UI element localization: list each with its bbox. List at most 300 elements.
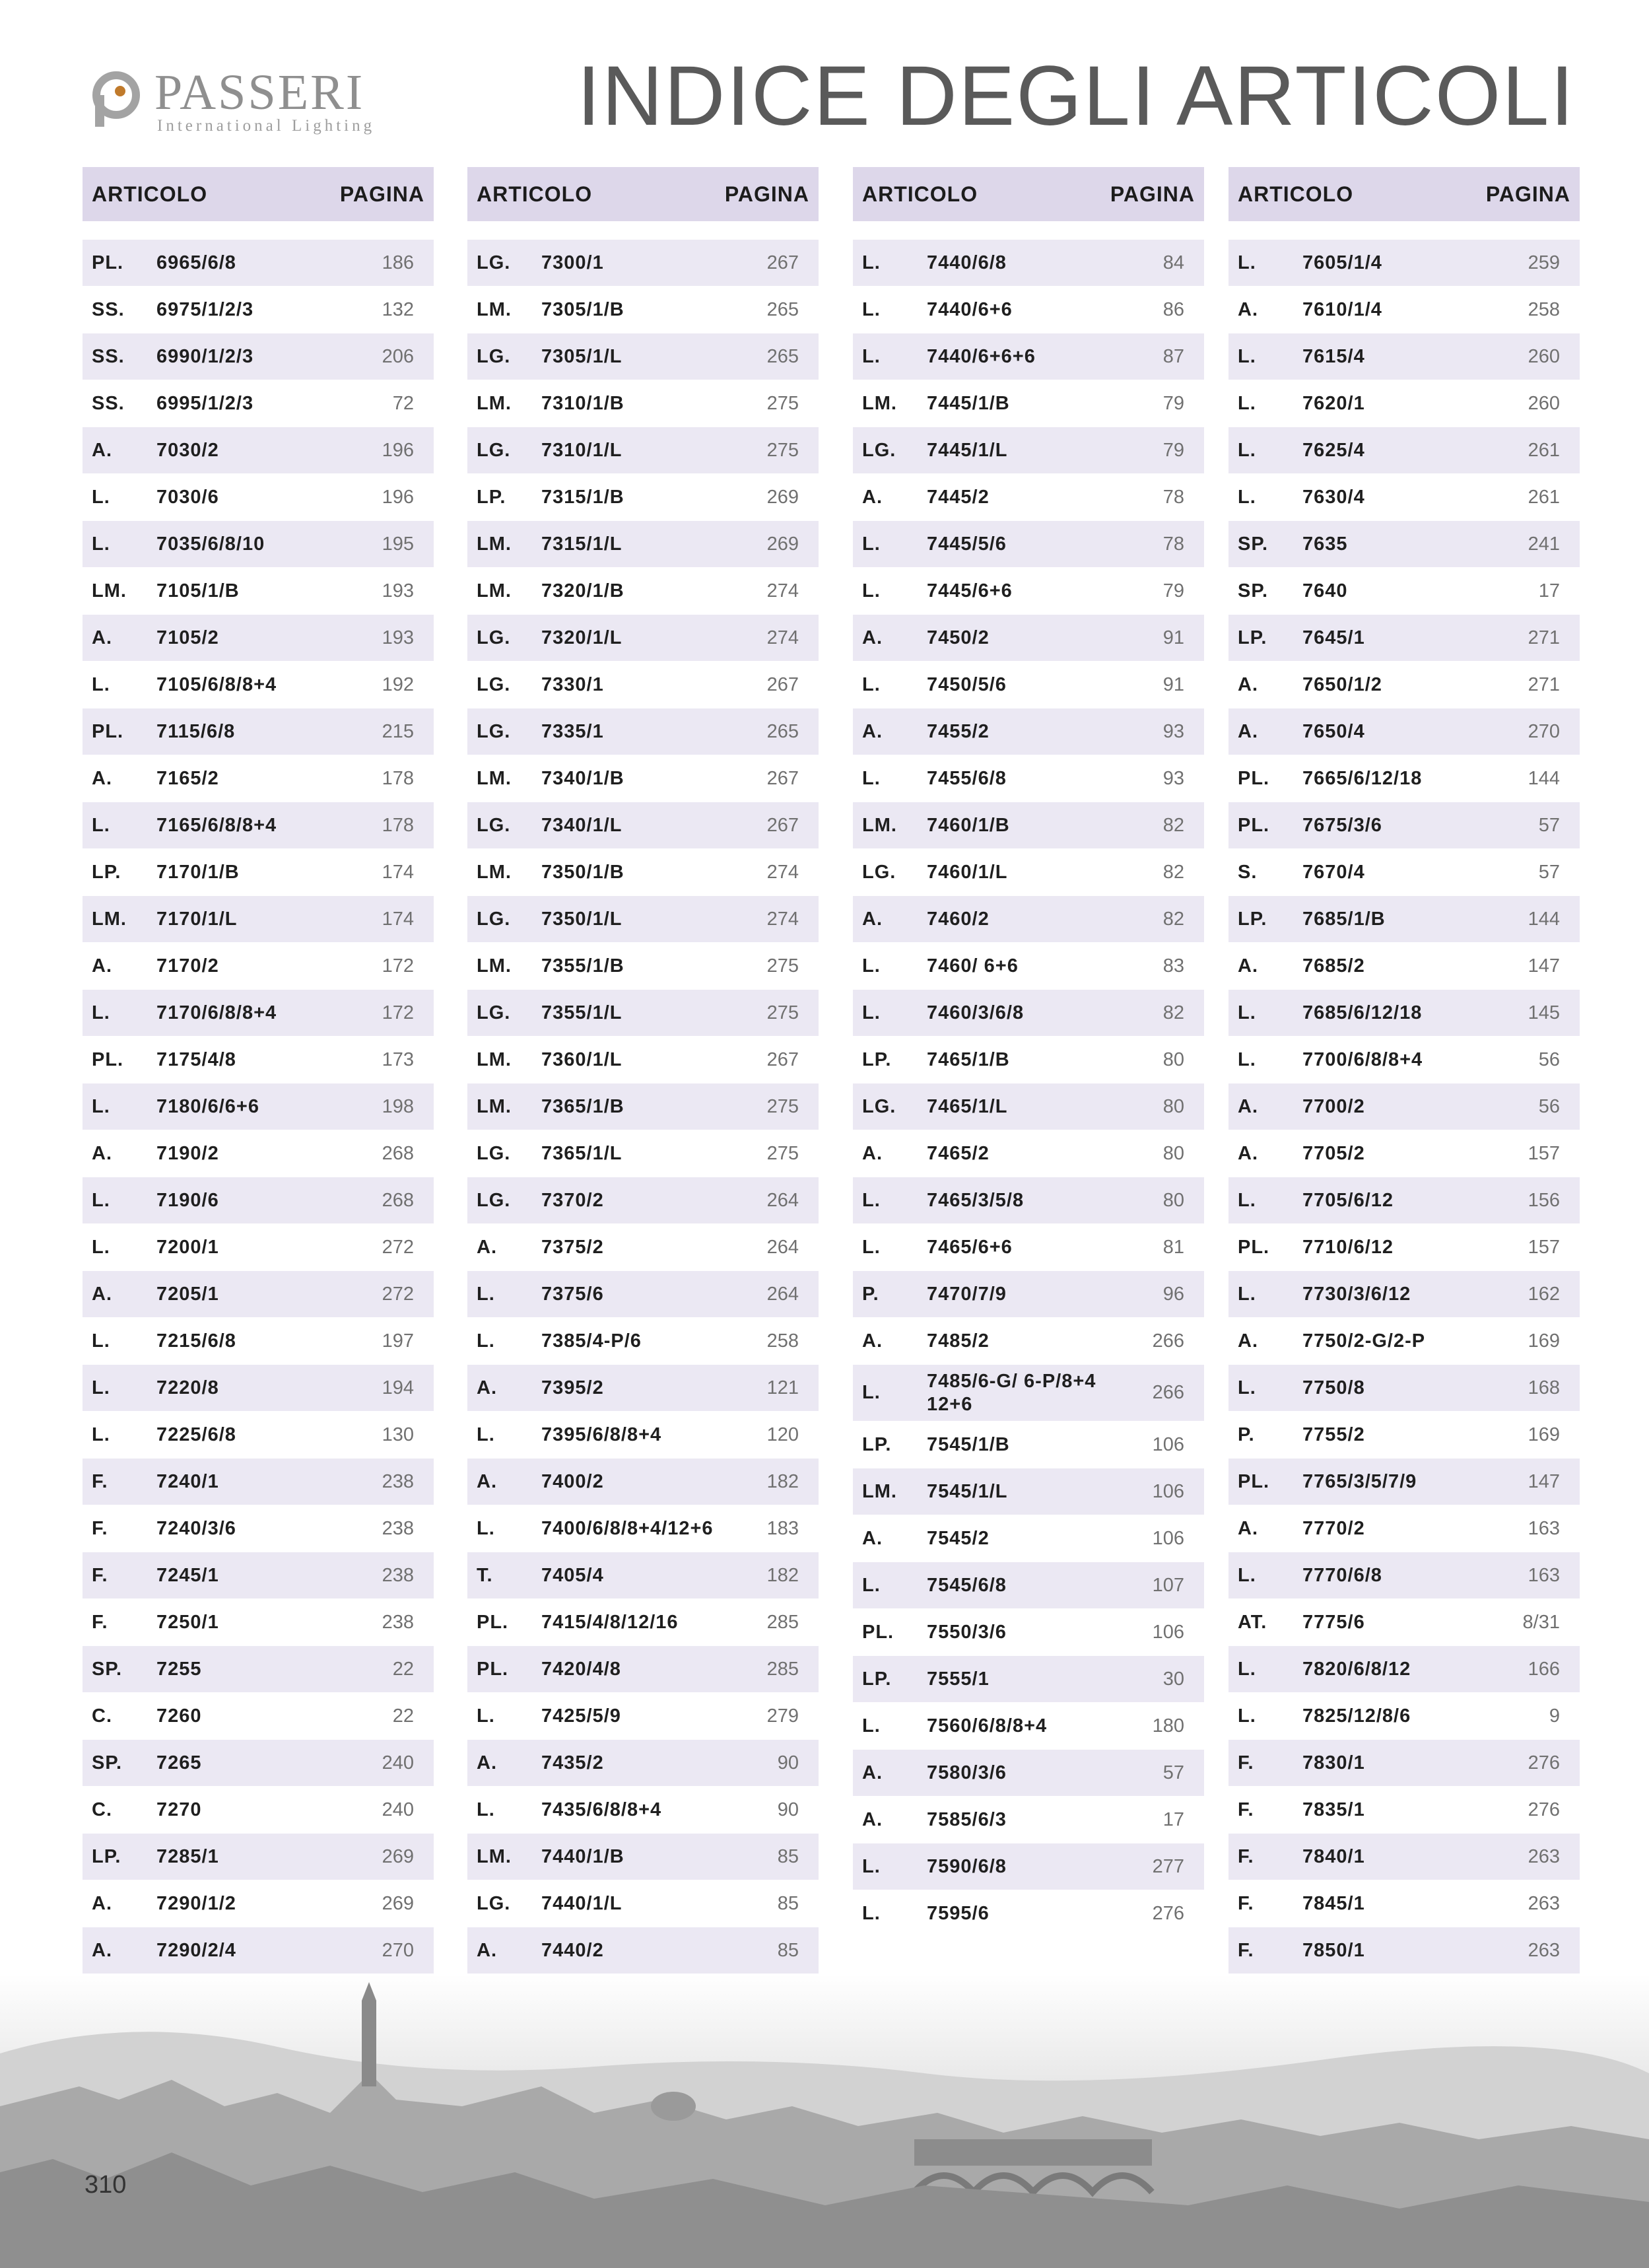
item-code: 7440/2 (541, 1939, 604, 1961)
item-page: 57 (1538, 861, 1560, 883)
item-code: 7335/1 (541, 720, 604, 742)
item-page: 169 (1528, 1330, 1560, 1352)
item-page: 264 (766, 1189, 799, 1211)
item-page: 270 (382, 1939, 414, 1961)
index-row (853, 1177, 1204, 1224)
item-category: A. (1238, 1142, 1258, 1164)
item-page: 259 (1528, 252, 1560, 273)
index-row (467, 1552, 819, 1599)
item-page: 238 (382, 1470, 414, 1492)
item-page: 267 (766, 814, 799, 836)
item-category: A. (477, 1377, 497, 1398)
index-row (83, 1740, 434, 1787)
index-row (853, 896, 1204, 943)
item-code: 7470/7/9 (927, 1283, 1007, 1305)
item-page: 178 (382, 767, 414, 789)
index-row (1228, 1318, 1580, 1365)
item-category: LM. (477, 580, 512, 601)
item-code: 7400/2 (541, 1470, 604, 1492)
item-code: 7610/1/4 (1302, 298, 1382, 320)
item-page: 22 (392, 1658, 414, 1680)
item-code: 7700/2 (1302, 1095, 1365, 1117)
item-code: 7580/3/6 (927, 1762, 1007, 1783)
item-category: L. (862, 673, 881, 695)
item-page: 85 (777, 1939, 799, 1961)
item-page: 263 (1528, 1892, 1560, 1914)
item-page: 120 (766, 1424, 799, 1445)
index-row (83, 755, 434, 802)
item-page: 276 (1528, 1799, 1560, 1820)
header-articolo: ARTICOLO (477, 182, 593, 206)
item-code: 7260 (156, 1705, 202, 1727)
item-page: 178 (382, 814, 414, 836)
item-category: LM. (862, 814, 897, 836)
index-row (1228, 943, 1580, 990)
item-code: 7240/3/6 (156, 1517, 236, 1539)
item-category: A. (862, 1527, 883, 1549)
item-category: LP. (1238, 627, 1267, 648)
index-row (853, 849, 1204, 896)
item-category: LG. (862, 439, 896, 461)
item-category: L. (862, 533, 881, 555)
item-category: LG. (862, 1095, 896, 1117)
item-category: L. (862, 580, 881, 601)
index-row (853, 427, 1204, 474)
index-row (467, 1318, 819, 1365)
column-header (1228, 167, 1580, 221)
index-row (1228, 521, 1580, 568)
item-code: 7445/5/6 (927, 533, 1007, 555)
item-category: A. (862, 720, 883, 742)
item-code: 7415/4/8/12/16 (541, 1611, 679, 1633)
item-page: 163 (1528, 1564, 1560, 1586)
item-code: 7650/4 (1302, 720, 1365, 742)
item-page: 78 (1162, 486, 1184, 508)
index-row (853, 943, 1204, 990)
item-category: L. (862, 1574, 881, 1596)
item-category: LM. (92, 580, 127, 601)
item-page: 276 (1528, 1752, 1560, 1773)
item-category: LG. (862, 861, 896, 883)
item-category: L. (477, 1799, 495, 1820)
item-page: 168 (1528, 1377, 1560, 1398)
item-code: 7330/1 (541, 673, 604, 695)
brand-logo (86, 63, 403, 136)
index-row (1228, 615, 1580, 662)
item-category: A. (862, 1808, 883, 1830)
item-category: L. (862, 1189, 881, 1211)
index-row (83, 427, 434, 474)
item-code: 7340/1/L (541, 814, 623, 836)
item-page: 198 (382, 1095, 414, 1117)
item-code: 7825/12/8/6 (1302, 1705, 1411, 1727)
item-category: PL. (92, 252, 124, 273)
passeri-logo-mark-icon (86, 69, 147, 129)
item-page: 90 (777, 1799, 799, 1820)
index-row (83, 568, 434, 615)
index-row (1228, 474, 1580, 521)
index-row (853, 1224, 1204, 1271)
item-category: PL. (1238, 1470, 1270, 1492)
index-row (467, 896, 819, 943)
index-row (467, 1787, 819, 1834)
header-pagina: PAGINA (1110, 182, 1195, 206)
item-category: L. (862, 955, 881, 977)
item-code: 7315/1/B (541, 486, 624, 508)
item-category: A. (862, 627, 883, 648)
index-row (1228, 380, 1580, 427)
item-code: 7440/6+6 (927, 298, 1013, 320)
item-page: 57 (1538, 814, 1560, 836)
item-page: 82 (1162, 1002, 1184, 1023)
item-category: PL. (92, 720, 124, 742)
item-code: 7710/6/12 (1302, 1236, 1394, 1258)
item-page: 275 (766, 392, 799, 414)
item-code: 6995/1/2/3 (156, 392, 254, 414)
item-category: L. (477, 1283, 495, 1305)
item-page: 85 (777, 1845, 799, 1867)
item-page: 277 (1152, 1855, 1184, 1877)
item-page: 132 (382, 298, 414, 320)
item-category: A. (862, 908, 883, 930)
item-code: 7560/6/8/8+4 (927, 1715, 1048, 1736)
item-code: 7205/1 (156, 1283, 219, 1305)
item-category: F. (92, 1470, 108, 1492)
item-code: 7670/4 (1302, 861, 1365, 883)
item-code: 7420/4/8 (541, 1658, 621, 1680)
index-row (467, 287, 819, 333)
index-row (83, 1177, 434, 1224)
index-row (83, 708, 434, 755)
item-code: 7630/4 (1302, 486, 1365, 508)
index-row (83, 287, 434, 333)
item-category: SS. (92, 345, 125, 367)
item-category: L. (92, 1002, 110, 1023)
item-page: 192 (382, 673, 414, 695)
item-category: PL. (477, 1611, 509, 1633)
item-code: 7030/6 (156, 486, 219, 508)
index-row (853, 1656, 1204, 1703)
item-code: 7545/2 (927, 1527, 990, 1549)
item-code: 7265 (156, 1752, 202, 1773)
item-category: PL. (477, 1658, 509, 1680)
index-row (467, 1037, 819, 1083)
item-category: L. (862, 1715, 881, 1736)
item-page: 81 (1162, 1236, 1184, 1258)
item-code: 7835/1 (1302, 1799, 1365, 1820)
index-row (467, 1459, 819, 1505)
item-code: 7315/1/L (541, 533, 623, 555)
item-code: 7650/1/2 (1302, 673, 1382, 695)
index-row (467, 1365, 819, 1412)
index-row (83, 1599, 434, 1646)
item-page: 264 (766, 1283, 799, 1305)
item-page: 147 (1528, 1470, 1560, 1492)
item-code: 7465/3/5/8 (927, 1189, 1025, 1211)
item-category: L. (92, 486, 110, 508)
index-row (83, 1318, 434, 1365)
item-category: L. (862, 1002, 881, 1023)
index-row (1228, 1834, 1580, 1880)
index-row (467, 1693, 819, 1740)
item-code: 7450/5/6 (927, 673, 1007, 695)
item-code: 7750/8 (1302, 1377, 1365, 1398)
item-code: 7320/1/L (541, 627, 623, 648)
index-row (83, 1552, 434, 1599)
item-code: 7645/1 (1302, 627, 1365, 648)
item-code: 7300/1 (541, 252, 604, 273)
index-row (853, 568, 1204, 615)
item-code: 7285/1 (156, 1845, 219, 1867)
index-row (1228, 1412, 1580, 1459)
item-page: 147 (1528, 955, 1560, 977)
index-row (1228, 1787, 1580, 1834)
index-row (83, 1037, 434, 1083)
item-category: A. (1238, 298, 1258, 320)
index-row (83, 1927, 434, 1974)
index-row (467, 943, 819, 990)
item-category: F. (92, 1517, 108, 1539)
item-page: 258 (1528, 298, 1560, 320)
item-category: SS. (92, 298, 125, 320)
index-row (467, 1224, 819, 1271)
item-page: 163 (1528, 1517, 1560, 1539)
item-page: 265 (766, 720, 799, 742)
item-code: 7640 (1302, 580, 1348, 601)
item-page: 196 (382, 439, 414, 461)
item-page: 86 (1162, 298, 1184, 320)
item-category: A. (92, 767, 112, 789)
item-code: 7170/6/8/8+4 (156, 1002, 277, 1023)
item-page: 279 (766, 1705, 799, 1727)
item-code: 7170/2 (156, 955, 219, 977)
item-code: 7165/6/8/8+4 (156, 814, 277, 836)
item-page: 275 (766, 955, 799, 977)
item-code: 7030/2 (156, 439, 219, 461)
item-category: A. (477, 1752, 497, 1773)
item-category: L. (477, 1705, 495, 1727)
item-code: 7370/2 (541, 1189, 604, 1211)
item-page: 22 (392, 1705, 414, 1727)
item-category: SP. (92, 1658, 123, 1680)
index-row (467, 1880, 819, 1927)
item-page: 156 (1528, 1189, 1560, 1211)
item-page: 82 (1162, 814, 1184, 836)
item-code: 7105/2 (156, 627, 219, 648)
item-category: LM. (477, 861, 512, 883)
item-page: 275 (766, 1002, 799, 1023)
item-code: 7405/4 (541, 1564, 604, 1586)
item-category: L. (92, 1377, 110, 1398)
item-page: 130 (382, 1424, 414, 1445)
item-code: 7270 (156, 1799, 202, 1820)
index-row (853, 1365, 1204, 1422)
item-code: 7375/6 (541, 1283, 604, 1305)
item-page: 72 (392, 392, 414, 414)
index-row (853, 1890, 1204, 1937)
item-category: LG. (477, 1189, 511, 1211)
index-row (853, 990, 1204, 1037)
column-header (853, 167, 1204, 221)
item-code: 7365/1/B (541, 1095, 624, 1117)
item-code: 7200/1 (156, 1236, 219, 1258)
item-code: 7435/2 (541, 1752, 604, 1773)
item-category: L. (92, 1189, 110, 1211)
item-page: 157 (1528, 1236, 1560, 1258)
index-row (467, 1412, 819, 1459)
item-code: 7685/1/B (1302, 908, 1386, 930)
item-code: 7355/1/L (541, 1002, 623, 1023)
index-row (467, 333, 819, 380)
index-row (1228, 849, 1580, 896)
item-page: 56 (1538, 1095, 1560, 1117)
item-category: F. (92, 1564, 108, 1586)
item-page: 269 (382, 1845, 414, 1867)
item-category: A. (92, 1283, 112, 1305)
item-category: PL. (1238, 767, 1270, 789)
index-row (1228, 1927, 1580, 1974)
item-category: LG. (477, 673, 511, 695)
index-row (853, 333, 1204, 380)
item-category: L. (477, 1330, 495, 1352)
item-category: A. (1238, 673, 1258, 695)
item-category: L. (92, 1095, 110, 1117)
item-category: LG. (477, 1142, 511, 1164)
brand-name: PASSERI (154, 65, 365, 120)
item-page: 268 (382, 1189, 414, 1211)
brand-tagline: International Lighting (157, 117, 376, 135)
item-page: 240 (382, 1799, 414, 1820)
item-category: F. (1238, 1939, 1254, 1961)
index-row (1228, 1365, 1580, 1412)
item-page: 238 (382, 1564, 414, 1586)
item-code: 7450/2 (927, 627, 990, 648)
index-row (853, 1843, 1204, 1890)
item-category: L. (477, 1517, 495, 1539)
index-row (467, 474, 819, 521)
index-row (1228, 662, 1580, 708)
item-category: LP. (92, 1845, 121, 1867)
index-row (853, 1750, 1204, 1797)
item-page: 261 (1528, 486, 1560, 508)
item-page: 107 (1152, 1574, 1184, 1596)
item-code: 7445/1/B (927, 392, 1010, 414)
item-code: 7445/1/L (927, 439, 1008, 461)
header-articolo: ARTICOLO (92, 182, 208, 206)
item-code: 7215/6/8 (156, 1330, 236, 1352)
item-category: LM. (477, 767, 512, 789)
item-category: A. (92, 439, 112, 461)
index-row (1228, 568, 1580, 615)
item-code: 7465/2 (927, 1142, 990, 1164)
item-category: A. (1238, 1517, 1258, 1539)
item-page: 266 (1152, 1330, 1184, 1352)
index-row (853, 1468, 1204, 1515)
item-category: A. (92, 955, 112, 977)
index-row (853, 1515, 1204, 1562)
item-category: L. (1238, 252, 1256, 273)
item-category: A. (862, 486, 883, 508)
index-row (1228, 896, 1580, 943)
item-category: C. (92, 1705, 112, 1727)
item-category: LM. (477, 533, 512, 555)
item-page: 260 (1528, 392, 1560, 414)
item-page: 78 (1162, 533, 1184, 555)
item-category: L. (862, 252, 881, 273)
item-page: 274 (766, 908, 799, 930)
item-category: L. (862, 767, 881, 789)
item-page: 215 (382, 720, 414, 742)
index-row (853, 662, 1204, 708)
item-page: 274 (766, 580, 799, 601)
item-page: 238 (382, 1517, 414, 1539)
item-code: 7750/2-G/2-P (1302, 1330, 1426, 1352)
item-page: 267 (766, 252, 799, 273)
item-page: 206 (382, 345, 414, 367)
item-code: 7485/6-G/ 6-P/8+4 12+6 (927, 1370, 1096, 1415)
index-column-4 (1228, 167, 1580, 1974)
header-articolo: ARTICOLO (1238, 182, 1354, 206)
index-row (83, 943, 434, 990)
item-category: L. (1238, 1705, 1256, 1727)
item-code: 7455/2 (927, 720, 990, 742)
item-category: AT. (1238, 1611, 1267, 1633)
index-row (1228, 990, 1580, 1037)
index-row (853, 615, 1204, 662)
index-row (83, 1130, 434, 1177)
item-page: 169 (1528, 1424, 1560, 1445)
index-row (1228, 240, 1580, 287)
index-row (853, 1318, 1204, 1365)
item-code: 7465/1/L (927, 1095, 1008, 1117)
item-code: 7700/6/8/8+4 (1302, 1048, 1423, 1070)
index-row (853, 474, 1204, 521)
item-page: 145 (1528, 1002, 1560, 1023)
index-row (1228, 708, 1580, 755)
index-row (467, 849, 819, 896)
item-code: 7435/6/8/8+4 (541, 1799, 662, 1820)
index-row (1228, 1880, 1580, 1927)
item-category: LG. (477, 1002, 511, 1023)
item-code: 7395/6/8/8+4 (541, 1424, 662, 1445)
item-code: 7445/2 (927, 486, 990, 508)
item-category: LP. (92, 861, 121, 883)
column-header (83, 167, 434, 221)
item-page: 269 (382, 1892, 414, 1914)
item-page: 271 (1528, 673, 1560, 695)
item-page: 285 (766, 1611, 799, 1633)
item-category: LG. (477, 814, 511, 836)
item-category: SP. (1238, 580, 1269, 601)
item-code: 7665/6/12/18 (1302, 767, 1423, 789)
item-category: F. (1238, 1892, 1254, 1914)
item-page: 269 (766, 533, 799, 555)
index-row (83, 333, 434, 380)
item-page: 276 (1152, 1902, 1184, 1924)
item-page: 91 (1162, 627, 1184, 648)
item-category: L. (1238, 1377, 1256, 1398)
item-code: 7775/6 (1302, 1611, 1365, 1633)
item-category: PL. (1238, 1236, 1270, 1258)
index-row (83, 662, 434, 708)
item-page: 267 (766, 1048, 799, 1070)
item-page: 80 (1162, 1048, 1184, 1070)
index-row (1228, 1271, 1580, 1318)
item-category: LG. (477, 627, 511, 648)
item-page: 270 (1528, 720, 1560, 742)
item-category: LG. (477, 720, 511, 742)
item-code: 7250/1 (156, 1611, 219, 1633)
